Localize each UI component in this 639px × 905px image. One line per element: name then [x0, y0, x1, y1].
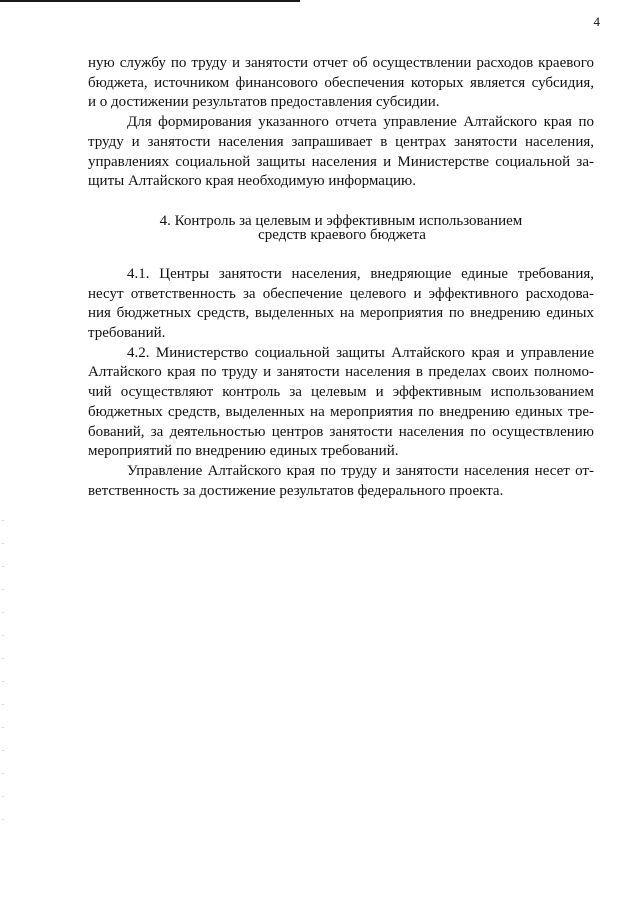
text-line: 4.2. Министерство социальной защиты Алтайского края и управление	[127, 344, 594, 361]
text-line: 4.1. Центры занятости населения, внедряющие единые требования,	[127, 265, 594, 282]
text-line: бюджетных средств, выделенных на мероприятия по внедрению единых тре-	[88, 403, 594, 420]
text-line: Для формирования указанного отчета управление Алтайского края по	[127, 114, 594, 131]
text-line: требований.	[88, 325, 166, 342]
text-line: бований, за деятельностью центров занятости населения по осуществлению	[88, 423, 594, 440]
text-line: мероприятий по внедрению единых требований.	[88, 443, 399, 460]
text-line: труду и занятости населения запрашивает в центрах занятости населения,	[88, 133, 594, 150]
paragraph-4-1	[88, 265, 594, 344]
text-line: Управление Алтайского края по труду и занятости населения несет от-	[127, 462, 594, 479]
text-line: бюджета, источником финансового обеспечения которых является субсидия,	[88, 74, 594, 91]
text-line: и о достижении результатов предоставления субсидии.	[88, 94, 440, 111]
text-line: ния бюджетных средств, выделенных на мероприятия по внедрению единых	[88, 305, 594, 322]
text-line: несут ответственность за обеспечение целевого и эффективного расходова-	[88, 285, 594, 302]
section-heading	[88, 214, 594, 242]
section-heading-line-1: 4. Контроль за целевым и эффективным использованием	[159, 212, 523, 229]
paragraph-responsibility	[88, 462, 594, 501]
text-line: щиты Алтайского края необходимую информацию.	[88, 173, 416, 190]
paragraph-4-2	[88, 344, 594, 462]
section-heading-line-2: средств краевого бюджета	[258, 226, 426, 243]
document-body	[88, 54, 594, 501]
paragraph-report-information	[88, 113, 594, 192]
page-number: 4	[593, 14, 600, 29]
paragraph-continuation	[88, 54, 594, 113]
text-line: управлениях социальной защиты населения и Министерстве социальной за-	[88, 153, 594, 170]
scan-edge-line	[0, 0, 300, 2]
text-line: Алтайского края по труду и занятости населения в пределах своих полномо-	[88, 364, 594, 381]
text-line: чий осуществляют контроль за целевым и эффективным использованием	[88, 384, 594, 401]
scan-margin-specks	[2, 520, 4, 820]
text-line: ветственность за достижение результатов федерального проекта.	[88, 482, 504, 499]
text-line: ную службу по труду и занятости отчет об осуществлении расходов краевого	[88, 55, 594, 71]
